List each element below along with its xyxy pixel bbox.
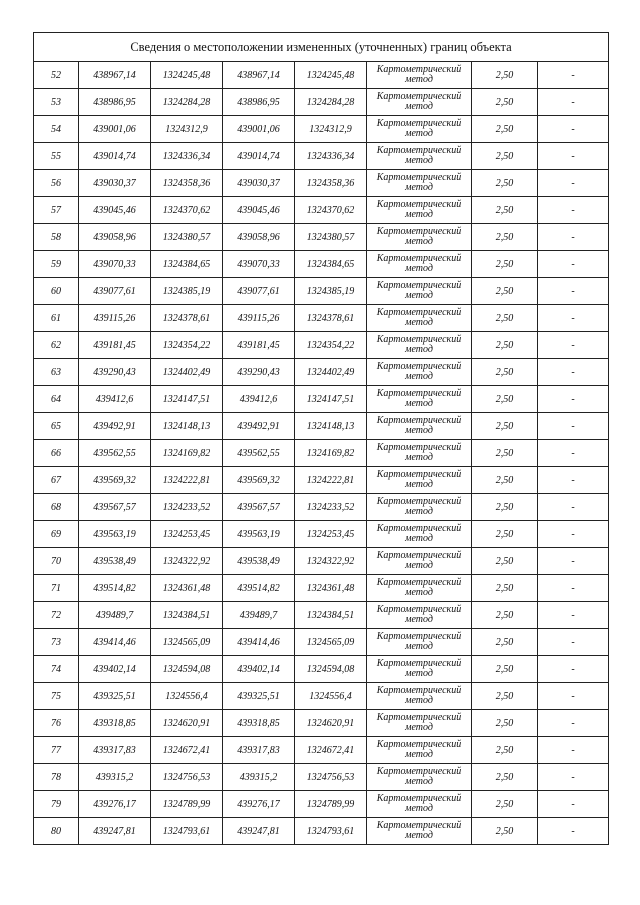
refined-y-cell: 1324245,48 (295, 62, 367, 89)
refined-x-cell: 439489,7 (223, 602, 295, 629)
refined-x-cell: 438967,14 (223, 62, 295, 89)
refined-x-cell: 439247,81 (223, 818, 295, 845)
existing-x-cell: 439276,17 (79, 791, 151, 818)
note-cell: - (538, 683, 609, 710)
refined-y-cell: 1324384,65 (295, 251, 367, 278)
refined-x-cell: 439563,19 (223, 521, 295, 548)
table-row (34, 359, 609, 386)
refined-y-cell: 1324253,45 (295, 521, 367, 548)
existing-x-cell: 439402,14 (79, 656, 151, 683)
refined-y-cell: 1324169,82 (295, 440, 367, 467)
point-number-cell: 73 (34, 629, 79, 656)
existing-y-cell: 1324253,45 (151, 521, 223, 548)
refined-y-cell: 1324233,52 (295, 494, 367, 521)
existing-x-cell: 439077,61 (79, 278, 151, 305)
table-row (34, 575, 609, 602)
point-number-cell: 67 (34, 467, 79, 494)
note-cell: - (538, 359, 609, 386)
refined-y-cell: 1324370,62 (295, 197, 367, 224)
point-number-cell: 65 (34, 413, 79, 440)
refined-x-cell: 438986,95 (223, 89, 295, 116)
accuracy-cell: 2,50 (472, 440, 538, 467)
existing-x-cell: 439569,32 (79, 467, 151, 494)
existing-y-cell: 1324385,19 (151, 278, 223, 305)
refined-y-cell: 1324672,41 (295, 737, 367, 764)
refined-x-cell: 439030,37 (223, 170, 295, 197)
table-row (34, 332, 609, 359)
table-row (34, 737, 609, 764)
refined-x-cell: 439058,96 (223, 224, 295, 251)
existing-x-cell: 439247,81 (79, 818, 151, 845)
existing-x-cell: 439317,83 (79, 737, 151, 764)
note-cell: - (538, 386, 609, 413)
note-cell: - (538, 143, 609, 170)
point-number-cell: 64 (34, 386, 79, 413)
existing-y-cell: 1324789,99 (151, 791, 223, 818)
accuracy-cell: 2,50 (472, 521, 538, 548)
refined-x-cell: 439412,6 (223, 386, 295, 413)
refined-y-cell: 1324284,28 (295, 89, 367, 116)
table-row (34, 656, 609, 683)
table-body (34, 33, 609, 845)
point-number-cell: 61 (34, 305, 79, 332)
table-row (34, 440, 609, 467)
point-number-cell: 54 (34, 116, 79, 143)
table-row (34, 413, 609, 440)
point-number-cell: 72 (34, 602, 79, 629)
method-cell: Картометрический метод (367, 710, 472, 737)
refined-y-cell: 1324620,91 (295, 710, 367, 737)
accuracy-cell: 2,50 (472, 143, 538, 170)
method-cell: Картометрический метод (367, 116, 472, 143)
refined-x-cell: 439318,85 (223, 710, 295, 737)
existing-x-cell: 439567,57 (79, 494, 151, 521)
note-cell: - (538, 575, 609, 602)
existing-y-cell: 1324402,49 (151, 359, 223, 386)
table-row (34, 791, 609, 818)
existing-y-cell: 1324565,09 (151, 629, 223, 656)
existing-y-cell: 1324322,92 (151, 548, 223, 575)
refined-y-cell: 1324556,4 (295, 683, 367, 710)
note-cell: - (538, 413, 609, 440)
existing-y-cell: 1324756,53 (151, 764, 223, 791)
existing-x-cell: 439538,49 (79, 548, 151, 575)
method-cell: Картометрический метод (367, 62, 472, 89)
existing-y-cell: 1324336,34 (151, 143, 223, 170)
method-cell: Картометрический метод (367, 170, 472, 197)
existing-y-cell: 1324594,08 (151, 656, 223, 683)
table-row (34, 251, 609, 278)
method-cell: Картометрический метод (367, 791, 472, 818)
existing-y-cell: 1324793,61 (151, 818, 223, 845)
refined-y-cell: 1324594,08 (295, 656, 367, 683)
point-number-cell: 63 (34, 359, 79, 386)
method-cell: Картометрический метод (367, 818, 472, 845)
method-cell: Картометрический метод (367, 332, 472, 359)
existing-x-cell: 438986,95 (79, 89, 151, 116)
method-cell: Картометрический метод (367, 683, 472, 710)
refined-x-cell: 439402,14 (223, 656, 295, 683)
table-row (34, 278, 609, 305)
existing-x-cell: 439318,85 (79, 710, 151, 737)
refined-y-cell: 1324565,09 (295, 629, 367, 656)
point-number-cell: 60 (34, 278, 79, 305)
point-number-cell: 69 (34, 521, 79, 548)
refined-y-cell: 1324147,51 (295, 386, 367, 413)
method-cell: Картометрический метод (367, 737, 472, 764)
refined-x-cell: 439276,17 (223, 791, 295, 818)
existing-y-cell: 1324556,4 (151, 683, 223, 710)
note-cell: - (538, 629, 609, 656)
point-number-cell: 56 (34, 170, 79, 197)
note-cell: - (538, 224, 609, 251)
existing-x-cell: 439290,43 (79, 359, 151, 386)
boundary-coordinates-sheet (33, 32, 608, 845)
note-cell: - (538, 305, 609, 332)
method-cell: Картометрический метод (367, 386, 472, 413)
note-cell: - (538, 737, 609, 764)
existing-y-cell: 1324380,57 (151, 224, 223, 251)
existing-x-cell: 439030,37 (79, 170, 151, 197)
existing-y-cell: 1324378,61 (151, 305, 223, 332)
existing-x-cell: 439315,2 (79, 764, 151, 791)
accuracy-cell: 2,50 (472, 251, 538, 278)
note-cell: - (538, 818, 609, 845)
note-cell: - (538, 62, 609, 89)
accuracy-cell: 2,50 (472, 737, 538, 764)
note-cell: - (538, 251, 609, 278)
note-cell: - (538, 710, 609, 737)
note-cell: - (538, 197, 609, 224)
refined-y-cell: 1324336,34 (295, 143, 367, 170)
method-cell: Картометрический метод (367, 413, 472, 440)
existing-y-cell: 1324312,9 (151, 116, 223, 143)
existing-x-cell: 439070,33 (79, 251, 151, 278)
table-row (34, 629, 609, 656)
refined-x-cell: 439070,33 (223, 251, 295, 278)
accuracy-cell: 2,50 (472, 791, 538, 818)
point-number-cell: 79 (34, 791, 79, 818)
existing-x-cell: 439563,19 (79, 521, 151, 548)
accuracy-cell: 2,50 (472, 575, 538, 602)
refined-x-cell: 439045,46 (223, 197, 295, 224)
point-number-cell: 59 (34, 251, 79, 278)
accuracy-cell: 2,50 (472, 62, 538, 89)
table-row (34, 305, 609, 332)
existing-y-cell: 1324148,13 (151, 413, 223, 440)
table-title: Сведения о местоположении измененных (уточненных) границ объекта (34, 33, 609, 62)
existing-y-cell: 1324370,62 (151, 197, 223, 224)
table-row (34, 116, 609, 143)
table-row (34, 710, 609, 737)
existing-x-cell: 439492,91 (79, 413, 151, 440)
refined-x-cell: 439562,55 (223, 440, 295, 467)
existing-x-cell: 439181,45 (79, 332, 151, 359)
method-cell: Картометрический метод (367, 359, 472, 386)
refined-y-cell: 1324354,22 (295, 332, 367, 359)
point-number-cell: 76 (34, 710, 79, 737)
table-row (34, 197, 609, 224)
table-row (34, 818, 609, 845)
method-cell: Картометрический метод (367, 629, 472, 656)
accuracy-cell: 2,50 (472, 764, 538, 791)
coordinates-table (33, 32, 609, 845)
method-cell: Картометрический метод (367, 548, 472, 575)
method-cell: Картометрический метод (367, 656, 472, 683)
existing-x-cell: 439325,51 (79, 683, 151, 710)
method-cell: Картометрический метод (367, 224, 472, 251)
existing-x-cell: 439514,82 (79, 575, 151, 602)
existing-y-cell: 1324147,51 (151, 386, 223, 413)
method-cell: Картометрический метод (367, 89, 472, 116)
method-cell: Картометрический метод (367, 764, 472, 791)
accuracy-cell: 2,50 (472, 278, 538, 305)
existing-y-cell: 1324222,81 (151, 467, 223, 494)
existing-x-cell: 439058,96 (79, 224, 151, 251)
accuracy-cell: 2,50 (472, 818, 538, 845)
refined-x-cell: 439077,61 (223, 278, 295, 305)
accuracy-cell: 2,50 (472, 305, 538, 332)
method-cell: Картометрический метод (367, 467, 472, 494)
point-number-cell: 66 (34, 440, 79, 467)
point-number-cell: 80 (34, 818, 79, 845)
accuracy-cell: 2,50 (472, 656, 538, 683)
refined-x-cell: 439317,83 (223, 737, 295, 764)
refined-x-cell: 439538,49 (223, 548, 295, 575)
refined-x-cell: 439492,91 (223, 413, 295, 440)
note-cell: - (538, 467, 609, 494)
accuracy-cell: 2,50 (472, 359, 538, 386)
point-number-cell: 71 (34, 575, 79, 602)
refined-y-cell: 1324384,51 (295, 602, 367, 629)
existing-y-cell: 1324672,41 (151, 737, 223, 764)
note-cell: - (538, 278, 609, 305)
existing-y-cell: 1324358,36 (151, 170, 223, 197)
table-row (34, 521, 609, 548)
refined-x-cell: 439290,43 (223, 359, 295, 386)
existing-y-cell: 1324354,22 (151, 332, 223, 359)
refined-y-cell: 1324148,13 (295, 413, 367, 440)
table-title-row (34, 33, 609, 62)
point-number-cell: 58 (34, 224, 79, 251)
note-cell: - (538, 548, 609, 575)
refined-x-cell: 439115,26 (223, 305, 295, 332)
existing-y-cell: 1324284,28 (151, 89, 223, 116)
accuracy-cell: 2,50 (472, 413, 538, 440)
point-number-cell: 78 (34, 764, 79, 791)
existing-y-cell: 1324361,48 (151, 575, 223, 602)
existing-y-cell: 1324620,91 (151, 710, 223, 737)
point-number-cell: 70 (34, 548, 79, 575)
refined-y-cell: 1324322,92 (295, 548, 367, 575)
refined-y-cell: 1324358,36 (295, 170, 367, 197)
refined-x-cell: 439181,45 (223, 332, 295, 359)
table-row (34, 602, 609, 629)
refined-y-cell: 1324793,61 (295, 818, 367, 845)
method-cell: Картометрический метод (367, 278, 472, 305)
accuracy-cell: 2,50 (472, 629, 538, 656)
table-row (34, 683, 609, 710)
note-cell: - (538, 440, 609, 467)
existing-y-cell: 1324384,65 (151, 251, 223, 278)
accuracy-cell: 2,50 (472, 467, 538, 494)
table-row (34, 494, 609, 521)
table-row (34, 467, 609, 494)
point-number-cell: 53 (34, 89, 79, 116)
point-number-cell: 62 (34, 332, 79, 359)
note-cell: - (538, 332, 609, 359)
refined-x-cell: 439315,2 (223, 764, 295, 791)
method-cell: Картометрический метод (367, 521, 472, 548)
method-cell: Картометрический метод (367, 494, 472, 521)
accuracy-cell: 2,50 (472, 710, 538, 737)
note-cell: - (538, 656, 609, 683)
existing-x-cell: 439001,06 (79, 116, 151, 143)
refined-y-cell: 1324402,49 (295, 359, 367, 386)
method-cell: Картометрический метод (367, 197, 472, 224)
note-cell: - (538, 494, 609, 521)
table-row (34, 764, 609, 791)
method-cell: Картометрический метод (367, 305, 472, 332)
accuracy-cell: 2,50 (472, 494, 538, 521)
accuracy-cell: 2,50 (472, 197, 538, 224)
note-cell: - (538, 764, 609, 791)
existing-y-cell: 1324169,82 (151, 440, 223, 467)
point-number-cell: 77 (34, 737, 79, 764)
existing-y-cell: 1324384,51 (151, 602, 223, 629)
accuracy-cell: 2,50 (472, 224, 538, 251)
table-row (34, 224, 609, 251)
refined-x-cell: 439567,57 (223, 494, 295, 521)
refined-y-cell: 1324789,99 (295, 791, 367, 818)
method-cell: Картометрический метод (367, 143, 472, 170)
method-cell: Картометрический метод (367, 602, 472, 629)
method-cell: Картометрический метод (367, 251, 472, 278)
accuracy-cell: 2,50 (472, 683, 538, 710)
refined-y-cell: 1324385,19 (295, 278, 367, 305)
table-row (34, 386, 609, 413)
existing-x-cell: 439014,74 (79, 143, 151, 170)
note-cell: - (538, 791, 609, 818)
refined-y-cell: 1324378,61 (295, 305, 367, 332)
table-row (34, 548, 609, 575)
point-number-cell: 55 (34, 143, 79, 170)
existing-x-cell: 439562,55 (79, 440, 151, 467)
existing-y-cell: 1324233,52 (151, 494, 223, 521)
existing-x-cell: 439115,26 (79, 305, 151, 332)
point-number-cell: 52 (34, 62, 79, 89)
refined-y-cell: 1324312,9 (295, 116, 367, 143)
refined-y-cell: 1324380,57 (295, 224, 367, 251)
point-number-cell: 68 (34, 494, 79, 521)
refined-x-cell: 439414,46 (223, 629, 295, 656)
note-cell: - (538, 602, 609, 629)
existing-x-cell: 438967,14 (79, 62, 151, 89)
refined-y-cell: 1324222,81 (295, 467, 367, 494)
refined-x-cell: 439325,51 (223, 683, 295, 710)
refined-x-cell: 439014,74 (223, 143, 295, 170)
existing-x-cell: 439489,7 (79, 602, 151, 629)
table-row (34, 170, 609, 197)
existing-x-cell: 439412,6 (79, 386, 151, 413)
accuracy-cell: 2,50 (472, 116, 538, 143)
refined-y-cell: 1324756,53 (295, 764, 367, 791)
refined-x-cell: 439001,06 (223, 116, 295, 143)
accuracy-cell: 2,50 (472, 89, 538, 116)
accuracy-cell: 2,50 (472, 548, 538, 575)
point-number-cell: 57 (34, 197, 79, 224)
refined-x-cell: 439569,32 (223, 467, 295, 494)
point-number-cell: 74 (34, 656, 79, 683)
existing-y-cell: 1324245,48 (151, 62, 223, 89)
accuracy-cell: 2,50 (472, 332, 538, 359)
accuracy-cell: 2,50 (472, 386, 538, 413)
note-cell: - (538, 170, 609, 197)
note-cell: - (538, 521, 609, 548)
note-cell: - (538, 89, 609, 116)
accuracy-cell: 2,50 (472, 602, 538, 629)
note-cell: - (538, 116, 609, 143)
existing-x-cell: 439414,46 (79, 629, 151, 656)
table-row (34, 62, 609, 89)
point-number-cell: 75 (34, 683, 79, 710)
existing-x-cell: 439045,46 (79, 197, 151, 224)
table-row (34, 143, 609, 170)
table-row (34, 89, 609, 116)
accuracy-cell: 2,50 (472, 170, 538, 197)
refined-y-cell: 1324361,48 (295, 575, 367, 602)
refined-x-cell: 439514,82 (223, 575, 295, 602)
method-cell: Картометрический метод (367, 440, 472, 467)
method-cell: Картометрический метод (367, 575, 472, 602)
